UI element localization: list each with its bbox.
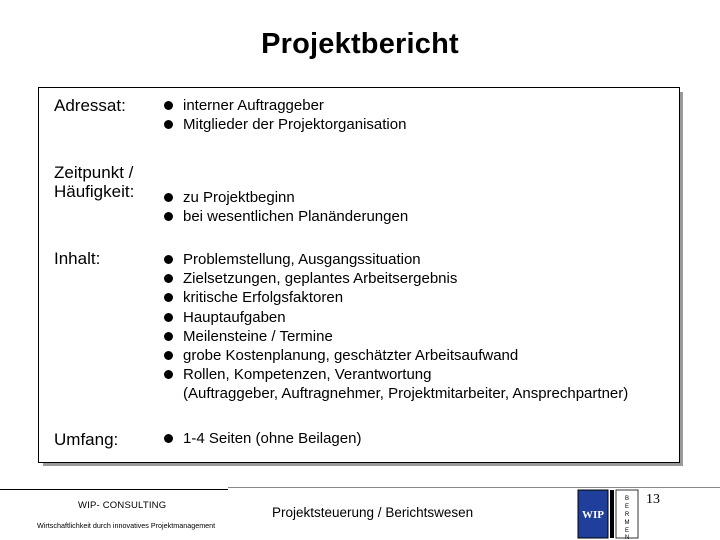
logo-vertical-1: B (624, 496, 630, 502)
page-title: Projektbericht (261, 28, 459, 60)
label-zeitpunkt: Zeitpunkt / Häufigkeit: (54, 163, 135, 201)
logo-vertical-3: R (624, 512, 630, 518)
bullet-icon (164, 293, 173, 302)
bullet-icon (164, 193, 173, 202)
label-inhalt: Inhalt: (54, 249, 101, 268)
footer-tagline: Wirtschaftlichkeit durch innovatives Projektmanagement (37, 521, 216, 530)
list-item: bei wesentlichen Planänderungen (164, 207, 408, 226)
wip-logo-icon (576, 488, 640, 540)
list-item: zu Projektbeginn (164, 188, 408, 207)
footer-divider-left (0, 489, 228, 490)
bullet-list-inhalt (164, 250, 628, 404)
list-item: 1-4 Seiten (ohne Beilagen) (164, 429, 361, 448)
label-adressat: Adressat: (54, 96, 126, 115)
bullet-icon (164, 255, 173, 264)
page-number: 13 (646, 492, 660, 507)
list-item: Meilensteine / Termine (164, 327, 628, 346)
bullet-icon (164, 332, 173, 341)
list-item: Mitglieder der Projektorganisation (164, 115, 406, 134)
logo-vertical-2: E (624, 504, 630, 510)
logo-vertical-4: M (624, 520, 630, 526)
list-item: Zielsetzungen, geplantes Arbeitsergebnis (164, 269, 628, 288)
list-item: kritische Erfolgsfaktoren (164, 288, 628, 307)
list-item: Problemstellung, Ausgangssituation (164, 250, 628, 269)
footer-title: Projektsteuerung / Berichtswesen (272, 505, 474, 520)
bullet-list-umfang (164, 429, 361, 448)
list-item-continuation: (Auftraggeber, Auftragnehmer, Projektmitarbeiter, Ansprechpartner) (183, 385, 629, 403)
logo-vertical-5: E (624, 528, 630, 534)
footer-divider-right (228, 487, 720, 488)
bullet-list-zeitpunkt (164, 188, 408, 226)
list-item: grobe Kostenplanung, geschätzter Arbeitsaufwand (164, 346, 628, 365)
list-item: Hauptaufgaben (164, 308, 628, 327)
bullet-icon (164, 274, 173, 283)
list-item: Rollen, Kompetenzen, Verantwortung (164, 365, 628, 384)
logo-text: WIP (582, 509, 604, 521)
bullet-icon (164, 351, 173, 360)
bullet-icon (164, 370, 173, 379)
logo-vertical-6: N (624, 535, 630, 540)
bullet-icon (164, 212, 173, 221)
bullet-icon (164, 434, 173, 443)
label-umfang: Umfang: (54, 430, 119, 449)
footer-org: WIP- CONSULTING (78, 500, 167, 511)
bullet-icon (164, 313, 173, 322)
bullet-icon (164, 101, 173, 110)
bullet-list-adressat (164, 96, 406, 134)
bullet-icon (164, 120, 173, 129)
list-item: interner Auftraggeber (164, 96, 406, 115)
